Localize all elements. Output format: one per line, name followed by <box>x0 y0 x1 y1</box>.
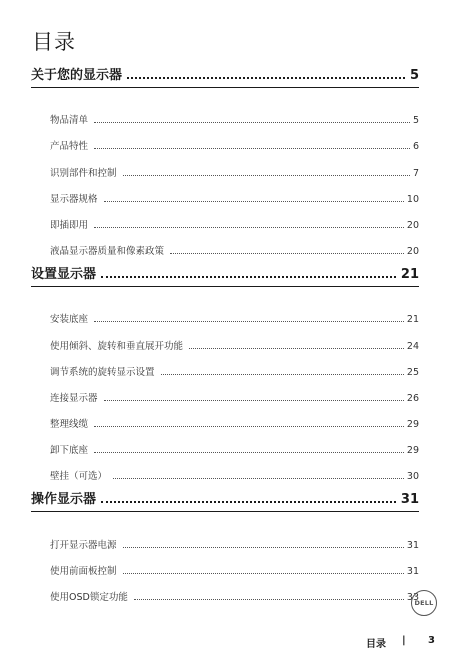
dot-leader <box>170 253 404 254</box>
dot-leader <box>104 201 404 202</box>
page-number: 3 <box>428 635 435 646</box>
footer-section-label: 目录 <box>366 639 386 650</box>
toc-entry[interactable] <box>31 152 419 178</box>
dot-leader <box>161 374 404 375</box>
entry-title: 安装底座 <box>50 314 89 326</box>
toc-entry[interactable] <box>31 404 419 430</box>
dot-leader <box>134 599 404 600</box>
section-page: 5 <box>409 68 419 83</box>
toc-section-items <box>31 96 419 257</box>
toc-entry[interactable] <box>31 205 419 231</box>
entry-page: 24 <box>406 340 419 352</box>
toc-section-items <box>31 520 419 603</box>
entry-title: 识别部件和控制 <box>50 167 117 179</box>
entry-page: 5 <box>412 115 419 127</box>
entry-page: 29 <box>406 419 419 431</box>
toc-entry[interactable] <box>31 577 419 603</box>
dot-leader <box>123 573 404 574</box>
toc-entry[interactable] <box>31 325 419 351</box>
toc-entry[interactable] <box>31 524 419 550</box>
toc-entry[interactable] <box>31 378 419 404</box>
entry-page: 6 <box>412 141 419 153</box>
dot-leader <box>94 321 404 322</box>
toc-section-heading[interactable] <box>31 261 419 287</box>
dot-leader <box>101 276 396 278</box>
dot-leader <box>123 547 404 548</box>
entry-page: 33 <box>406 592 419 603</box>
entry-page: 10 <box>406 193 419 205</box>
toc-entry[interactable] <box>31 179 419 205</box>
footer-separator: | <box>402 635 406 646</box>
entry-page: 31 <box>406 565 419 577</box>
dot-leader <box>127 77 405 79</box>
entry-title: 整理线缆 <box>50 419 89 431</box>
toc-entry[interactable] <box>31 126 419 152</box>
section-title: 操作显示器 <box>31 492 97 508</box>
entry-title: 使用倾斜、旋转和垂直展开功能 <box>50 340 184 352</box>
section-title: 设置显示器 <box>31 267 97 283</box>
entry-title: 即插即用 <box>50 219 89 231</box>
entry-page: 29 <box>406 445 419 457</box>
entry-page: 21 <box>406 314 419 326</box>
entry-page: 31 <box>406 539 419 551</box>
entry-title: 产品特性 <box>50 141 89 153</box>
entry-page: 25 <box>406 366 419 378</box>
dot-leader <box>113 478 404 479</box>
entry-title: 连接显示器 <box>50 392 98 404</box>
entry-title: 物品清单 <box>50 115 89 127</box>
dot-leader <box>94 227 404 228</box>
dot-leader <box>104 400 404 401</box>
entry-title: 调节系统的旋转显示设置 <box>50 366 155 378</box>
entry-page: 7 <box>412 167 419 179</box>
section-title: 关于您的显示器 <box>31 68 123 83</box>
section-page: 21 <box>400 267 419 283</box>
entry-title: 打开显示器电源 <box>50 539 117 551</box>
entry-page: 20 <box>406 219 419 231</box>
toc-section-items <box>31 295 419 482</box>
toc-entry[interactable] <box>31 430 419 456</box>
entry-title: 卸下底座 <box>50 445 89 457</box>
toc-entry[interactable] <box>31 551 419 577</box>
entry-title: 显示器规格 <box>50 193 98 205</box>
dot-leader <box>123 175 410 176</box>
table-of-contents <box>31 62 419 607</box>
toc-section-heading[interactable] <box>31 62 419 88</box>
entry-title: 使用OSD锁定功能 <box>50 592 128 603</box>
entry-page: 30 <box>406 471 419 483</box>
dot-leader <box>189 348 404 349</box>
toc-entry[interactable] <box>31 231 419 257</box>
section-page: 31 <box>400 492 419 508</box>
entry-title: 壁挂（可选） <box>50 471 108 483</box>
page-title: 目录 <box>32 30 76 54</box>
dot-leader <box>101 501 396 503</box>
dell-logo: DELL <box>411 590 437 616</box>
toc-entry[interactable] <box>31 352 419 378</box>
toc-section-heading[interactable] <box>31 486 419 512</box>
entry-page: 20 <box>406 246 419 258</box>
dot-leader <box>94 426 404 427</box>
entry-title: 液晶显示器质量和像素政策 <box>50 246 165 258</box>
dot-leader <box>94 122 410 123</box>
entry-page: 26 <box>406 392 419 404</box>
dot-leader <box>94 148 410 149</box>
dot-leader <box>94 452 404 453</box>
toc-entry[interactable] <box>31 100 419 126</box>
toc-entry[interactable] <box>31 299 419 325</box>
toc-entry[interactable] <box>31 456 419 482</box>
entry-title: 使用前面板控制 <box>50 565 117 577</box>
